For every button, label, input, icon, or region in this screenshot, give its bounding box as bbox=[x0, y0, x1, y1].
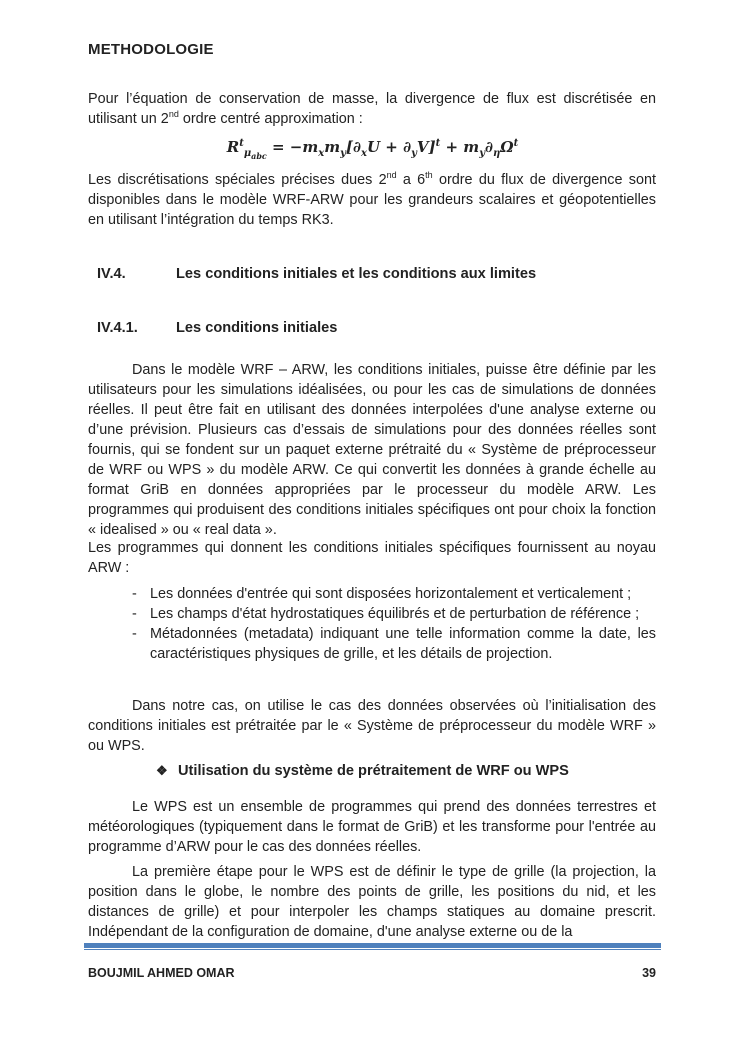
section-number: IV.4. bbox=[97, 266, 126, 282]
paragraph-text: La première étape pour le WPS est de définir le type de grille (la projection, la position dans le globe, le nombre des points de grille, les positions du nid, et les distances de grille) et pour interpoler les champs statiques au domaine prescrit. Indépendant de la configuration de domaine, d'une analyse externe ou de la bbox=[88, 864, 656, 940]
section-title: Les conditions initiales et les conditions aux limites bbox=[176, 266, 537, 282]
paragraph-text: Pour l’équation de conservation de masse, la divergence de flux est discrétisée en utilisant un 2nd ordre centré approximation : bbox=[88, 91, 656, 127]
paragraph-text: Dans notre cas, on utilise le cas des données observées où l’initialisation des conditions initiales est prétraitée par le « Système de préprocesseur du modèle WRF » ou WPS. bbox=[88, 698, 656, 754]
paragraph-wps-definition bbox=[88, 797, 656, 857]
paragraph-text: Les programmes qui donnent les conditions initiales spécifiques fournissent au noyau ARW : bbox=[88, 540, 656, 576]
diamond-bullet-icon: ❖ bbox=[156, 763, 168, 778]
section-number: IV.4.1. bbox=[97, 320, 138, 336]
list-item: - Métadonnées (metadata) indiquant une telle information comme la date, les caractéristiques physiques de grille, et les détails de projection. bbox=[132, 626, 656, 662]
paragraph-text: Dans le modèle WRF – ARW, les conditions initiales, puisse être définie par les utilisateurs pour les simulations idéalisées, ou pour les cas de simulations de données réelles. Il peut être fait en utilisant des données interpolées d'une analyse externe ou d’une prévision. Plusieurs cas d’essais de simulations pour des données réelles sont fournis, qui se fondent sur un paquet externe prétraité du « Système de préprocesseur de WRF ou WPS » du modèle ARW. Ce qui convertit les données à grande échelle au format GriB en données appropriées par le processeur du modèle ARW. Les programmes qui produisent des conditions initiales spécifiques ont pour choix la fonction « idealised » ou « real data ». bbox=[88, 362, 656, 538]
equation-rendered: $R^t_{\mu_{abc}} = -m_xm_y[\partial_xU + \partial_yV]^t + m_y\partial_\eta\Omega^t$ bbox=[226, 138, 519, 161]
paragraph-our-case bbox=[88, 696, 656, 756]
paragraph-programs bbox=[88, 538, 656, 578]
list-item: - Les champs d'état hydrostatiques équilibrés et de perturbation de référence ; bbox=[132, 606, 640, 622]
paragraph-text: Les discrétisations spéciales précises dues 2nd a 6th ordre du flux de divergence sont disponibles dans le modèle WRF-ARW pour les grandeurs scalaires et géopotentielles en utilisant l’intégration du temps RK3. bbox=[88, 170, 656, 228]
footer-rule bbox=[84, 943, 661, 948]
bullet-heading-text: Utilisation du système de prétraitement de WRF ou WPS bbox=[178, 763, 569, 779]
footer-rule-thin bbox=[84, 949, 661, 950]
footer-author: BOUJMIL AHMED OMAR bbox=[88, 966, 235, 980]
paragraph-discretisations bbox=[88, 170, 656, 230]
footer-page-number: 39 bbox=[642, 966, 656, 980]
equation-mass-divergence bbox=[0, 138, 745, 161]
page-header-title: METHODOLOGIE bbox=[88, 41, 214, 58]
bullet-heading-wps bbox=[156, 763, 569, 779]
list-item: - Les données d'entrée qui sont disposées horizontalement et verticalement ; bbox=[132, 586, 632, 602]
section-title: Les conditions initiales bbox=[176, 320, 338, 336]
inputs-list bbox=[130, 584, 656, 664]
paragraph-initial-conditions bbox=[88, 360, 656, 540]
paragraph-first-step bbox=[88, 862, 656, 942]
paragraph-mass-conservation bbox=[88, 89, 656, 129]
paragraph-text: Le WPS est un ensemble de programmes qui prend des données terrestres et météorologiques (typiquement dans le format de GriB) et les transforme pour l'entrée au programme d’ARW pour le cas des données réelles. bbox=[88, 799, 656, 855]
